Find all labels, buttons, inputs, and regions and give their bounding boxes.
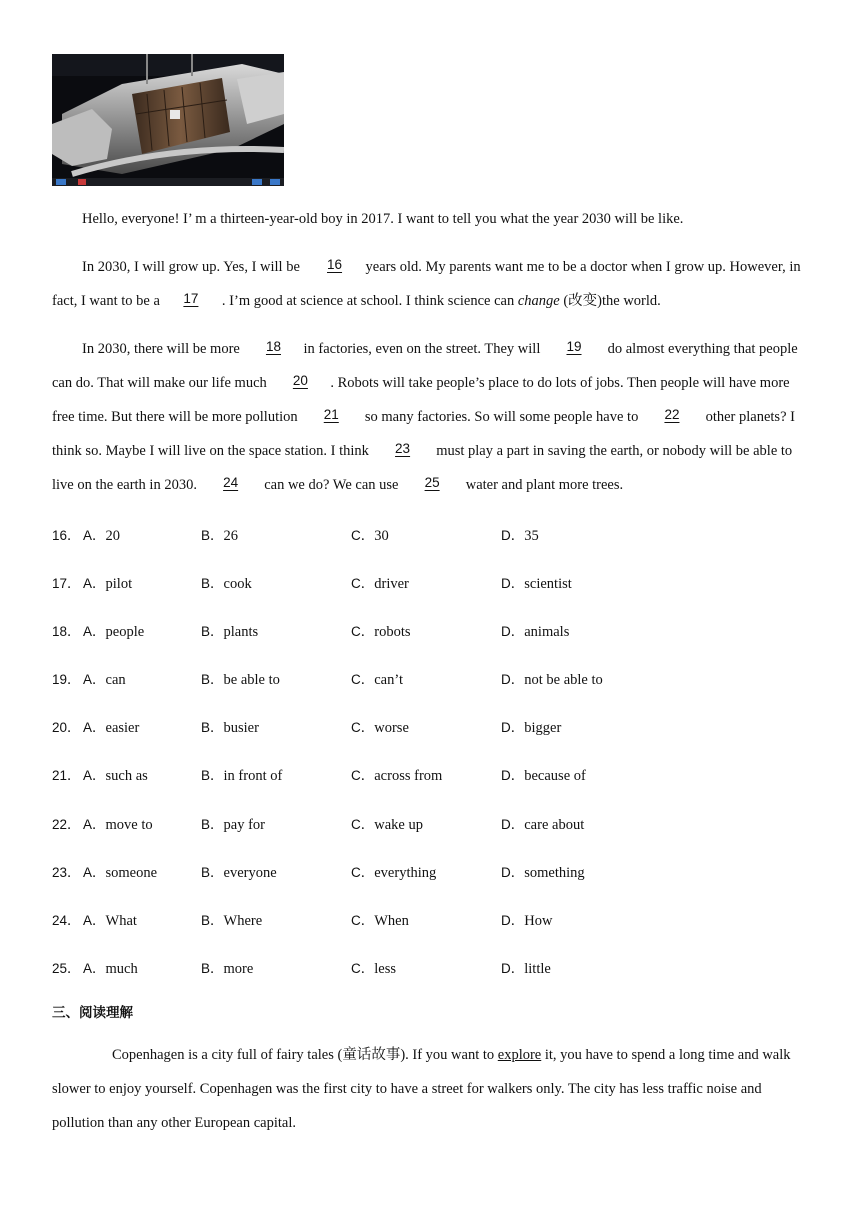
question-number: 18． xyxy=(52,624,81,639)
paragraph-text: Copenhagen is a city full of fairy tales (童话故事). If you want to xyxy=(112,1047,498,1063)
question-number: 25． xyxy=(52,961,81,976)
paragraph-text: However, in fact, I want to be a xyxy=(52,259,801,309)
question-number: 24． xyxy=(52,913,81,928)
question-25 xyxy=(52,957,812,977)
option-a[interactable]: A．much xyxy=(83,961,138,977)
paragraph-text: In 2030, there will be more xyxy=(82,341,244,357)
section-heading: 三、阅读理解 xyxy=(52,1005,133,1021)
blank-18: 18 xyxy=(265,339,281,354)
underlined-word: explore xyxy=(497,1047,542,1063)
option-a[interactable]: A．such as xyxy=(83,768,148,784)
paragraph-text: so many factories. So will some people have to xyxy=(361,409,642,425)
option-b[interactable]: B．plants xyxy=(201,624,259,640)
option-b[interactable]: B．busier xyxy=(201,720,259,736)
paragraph-text: water and plant more trees. xyxy=(462,477,624,493)
option-d[interactable]: D．scientist xyxy=(501,576,572,592)
emphasized-word: change xyxy=(517,293,560,309)
question-17 xyxy=(52,572,812,592)
question-24 xyxy=(52,909,812,929)
blank-17: 17 xyxy=(183,291,199,306)
blank-21: 21 xyxy=(323,407,339,422)
option-d[interactable]: D．not be able to xyxy=(501,672,603,688)
option-b[interactable]: B．in front of xyxy=(201,768,283,784)
question-18 xyxy=(52,620,812,640)
blank-24: 24 xyxy=(223,475,239,490)
option-c[interactable]: C．can’t xyxy=(351,672,403,688)
question-22 xyxy=(52,813,812,833)
blank-19: 19 xyxy=(566,339,582,354)
blank-20: 20 xyxy=(292,373,308,388)
question-19 xyxy=(52,668,812,688)
option-b[interactable]: B．be able to xyxy=(201,672,280,688)
option-a[interactable]: A．What xyxy=(83,913,137,929)
blank-22: 22 xyxy=(664,407,680,422)
option-b[interactable]: B．everyone xyxy=(201,865,277,881)
option-d[interactable]: D．animals xyxy=(501,624,570,640)
paragraph-text: can we do? We can use xyxy=(260,477,403,493)
paragraph-text: in factories, even on the street. They will xyxy=(303,341,544,357)
option-b[interactable]: B．more xyxy=(201,961,254,977)
passage-paragraph-3 xyxy=(52,332,812,502)
option-d[interactable]: D．little xyxy=(501,961,551,977)
question-number: 16． xyxy=(52,528,81,543)
paragraph-text: other planets? I think so. Maybe I will live on the space station. I think xyxy=(52,409,795,459)
space-station-image xyxy=(52,54,284,186)
question-23 xyxy=(52,861,812,881)
option-b[interactable]: B．Where xyxy=(201,913,263,929)
blank-16: 16 xyxy=(327,257,343,272)
option-c[interactable]: C．everything xyxy=(351,865,437,881)
option-c[interactable]: C．less xyxy=(351,961,396,977)
question-20 xyxy=(52,716,812,736)
option-a[interactable]: A．can xyxy=(83,672,126,688)
paragraph-text: . Robots will take people’s place to do lots of jobs. Then people will have more free time. But there will be more pollution xyxy=(52,375,790,425)
option-d[interactable]: D．35 xyxy=(501,528,539,544)
option-b[interactable]: B．cook xyxy=(201,576,252,592)
option-b[interactable]: B．26 xyxy=(201,528,239,544)
option-a[interactable]: A．people xyxy=(83,624,145,640)
option-c[interactable]: C．worse xyxy=(351,720,409,736)
option-a[interactable]: A．move to xyxy=(83,817,153,833)
question-number: 17． xyxy=(52,576,81,591)
option-b[interactable]: B．pay for xyxy=(201,817,265,833)
passage-paragraph-1 xyxy=(52,202,812,236)
paragraph-text: do almost everything that people can do. That will make our life much xyxy=(52,341,798,391)
option-d[interactable]: D．because of xyxy=(501,768,586,784)
passage-paragraph-2 xyxy=(52,250,812,318)
paragraph-text: years old. My parents want me to be a doctor when I grow up. xyxy=(365,259,726,275)
question-number: 19． xyxy=(52,672,81,687)
option-d[interactable]: D．care about xyxy=(501,817,585,833)
option-c[interactable]: C．across from xyxy=(351,768,443,784)
question-number: 21． xyxy=(52,768,81,783)
option-c[interactable]: C．robots xyxy=(351,624,411,640)
paragraph-text: it, you have to spend a long time and walk slower to enjoy yourself. Copenhagen was the first city to have a street for walkers only. The city has less traffic noise and pollution than any other European capital. xyxy=(52,1047,791,1131)
paragraph-text: (改变)the world. xyxy=(559,293,661,309)
option-c[interactable]: C．wake up xyxy=(351,817,423,833)
option-d[interactable]: D．something xyxy=(501,865,585,881)
blank-25: 25 xyxy=(424,475,440,490)
option-c[interactable]: C．When xyxy=(351,913,409,929)
question-16 xyxy=(52,524,812,544)
question-number: 20． xyxy=(52,720,81,735)
reading-paragraph-1 xyxy=(52,1038,812,1140)
paragraph-text: must play a part in saving the earth, or nobody will be able to live on the earth in 2030. xyxy=(52,443,793,493)
option-a[interactable]: A．someone xyxy=(83,865,158,881)
question-number: 23． xyxy=(52,865,81,880)
blank-23: 23 xyxy=(395,441,411,456)
option-a[interactable]: A．pilot xyxy=(83,576,133,592)
option-a[interactable]: A．easier xyxy=(83,720,140,736)
option-d[interactable]: D．How xyxy=(501,913,553,929)
option-c[interactable]: C．driver xyxy=(351,576,409,592)
option-c[interactable]: C．30 xyxy=(351,528,389,544)
paragraph-text: Hello, everyone! I’ m a thirteen-year-old boy in 2017. I want to tell you what the year 2030 will be like. xyxy=(82,211,684,227)
option-d[interactable]: D．bigger xyxy=(501,720,562,736)
paragraph-text: . I’m good at science at school. I think science can xyxy=(221,293,518,309)
question-number: 22． xyxy=(52,817,81,832)
paragraph-text: In 2030, I will grow up. Yes, I will be xyxy=(82,259,304,275)
option-a[interactable]: A．20 xyxy=(83,528,121,544)
question-21 xyxy=(52,764,812,784)
